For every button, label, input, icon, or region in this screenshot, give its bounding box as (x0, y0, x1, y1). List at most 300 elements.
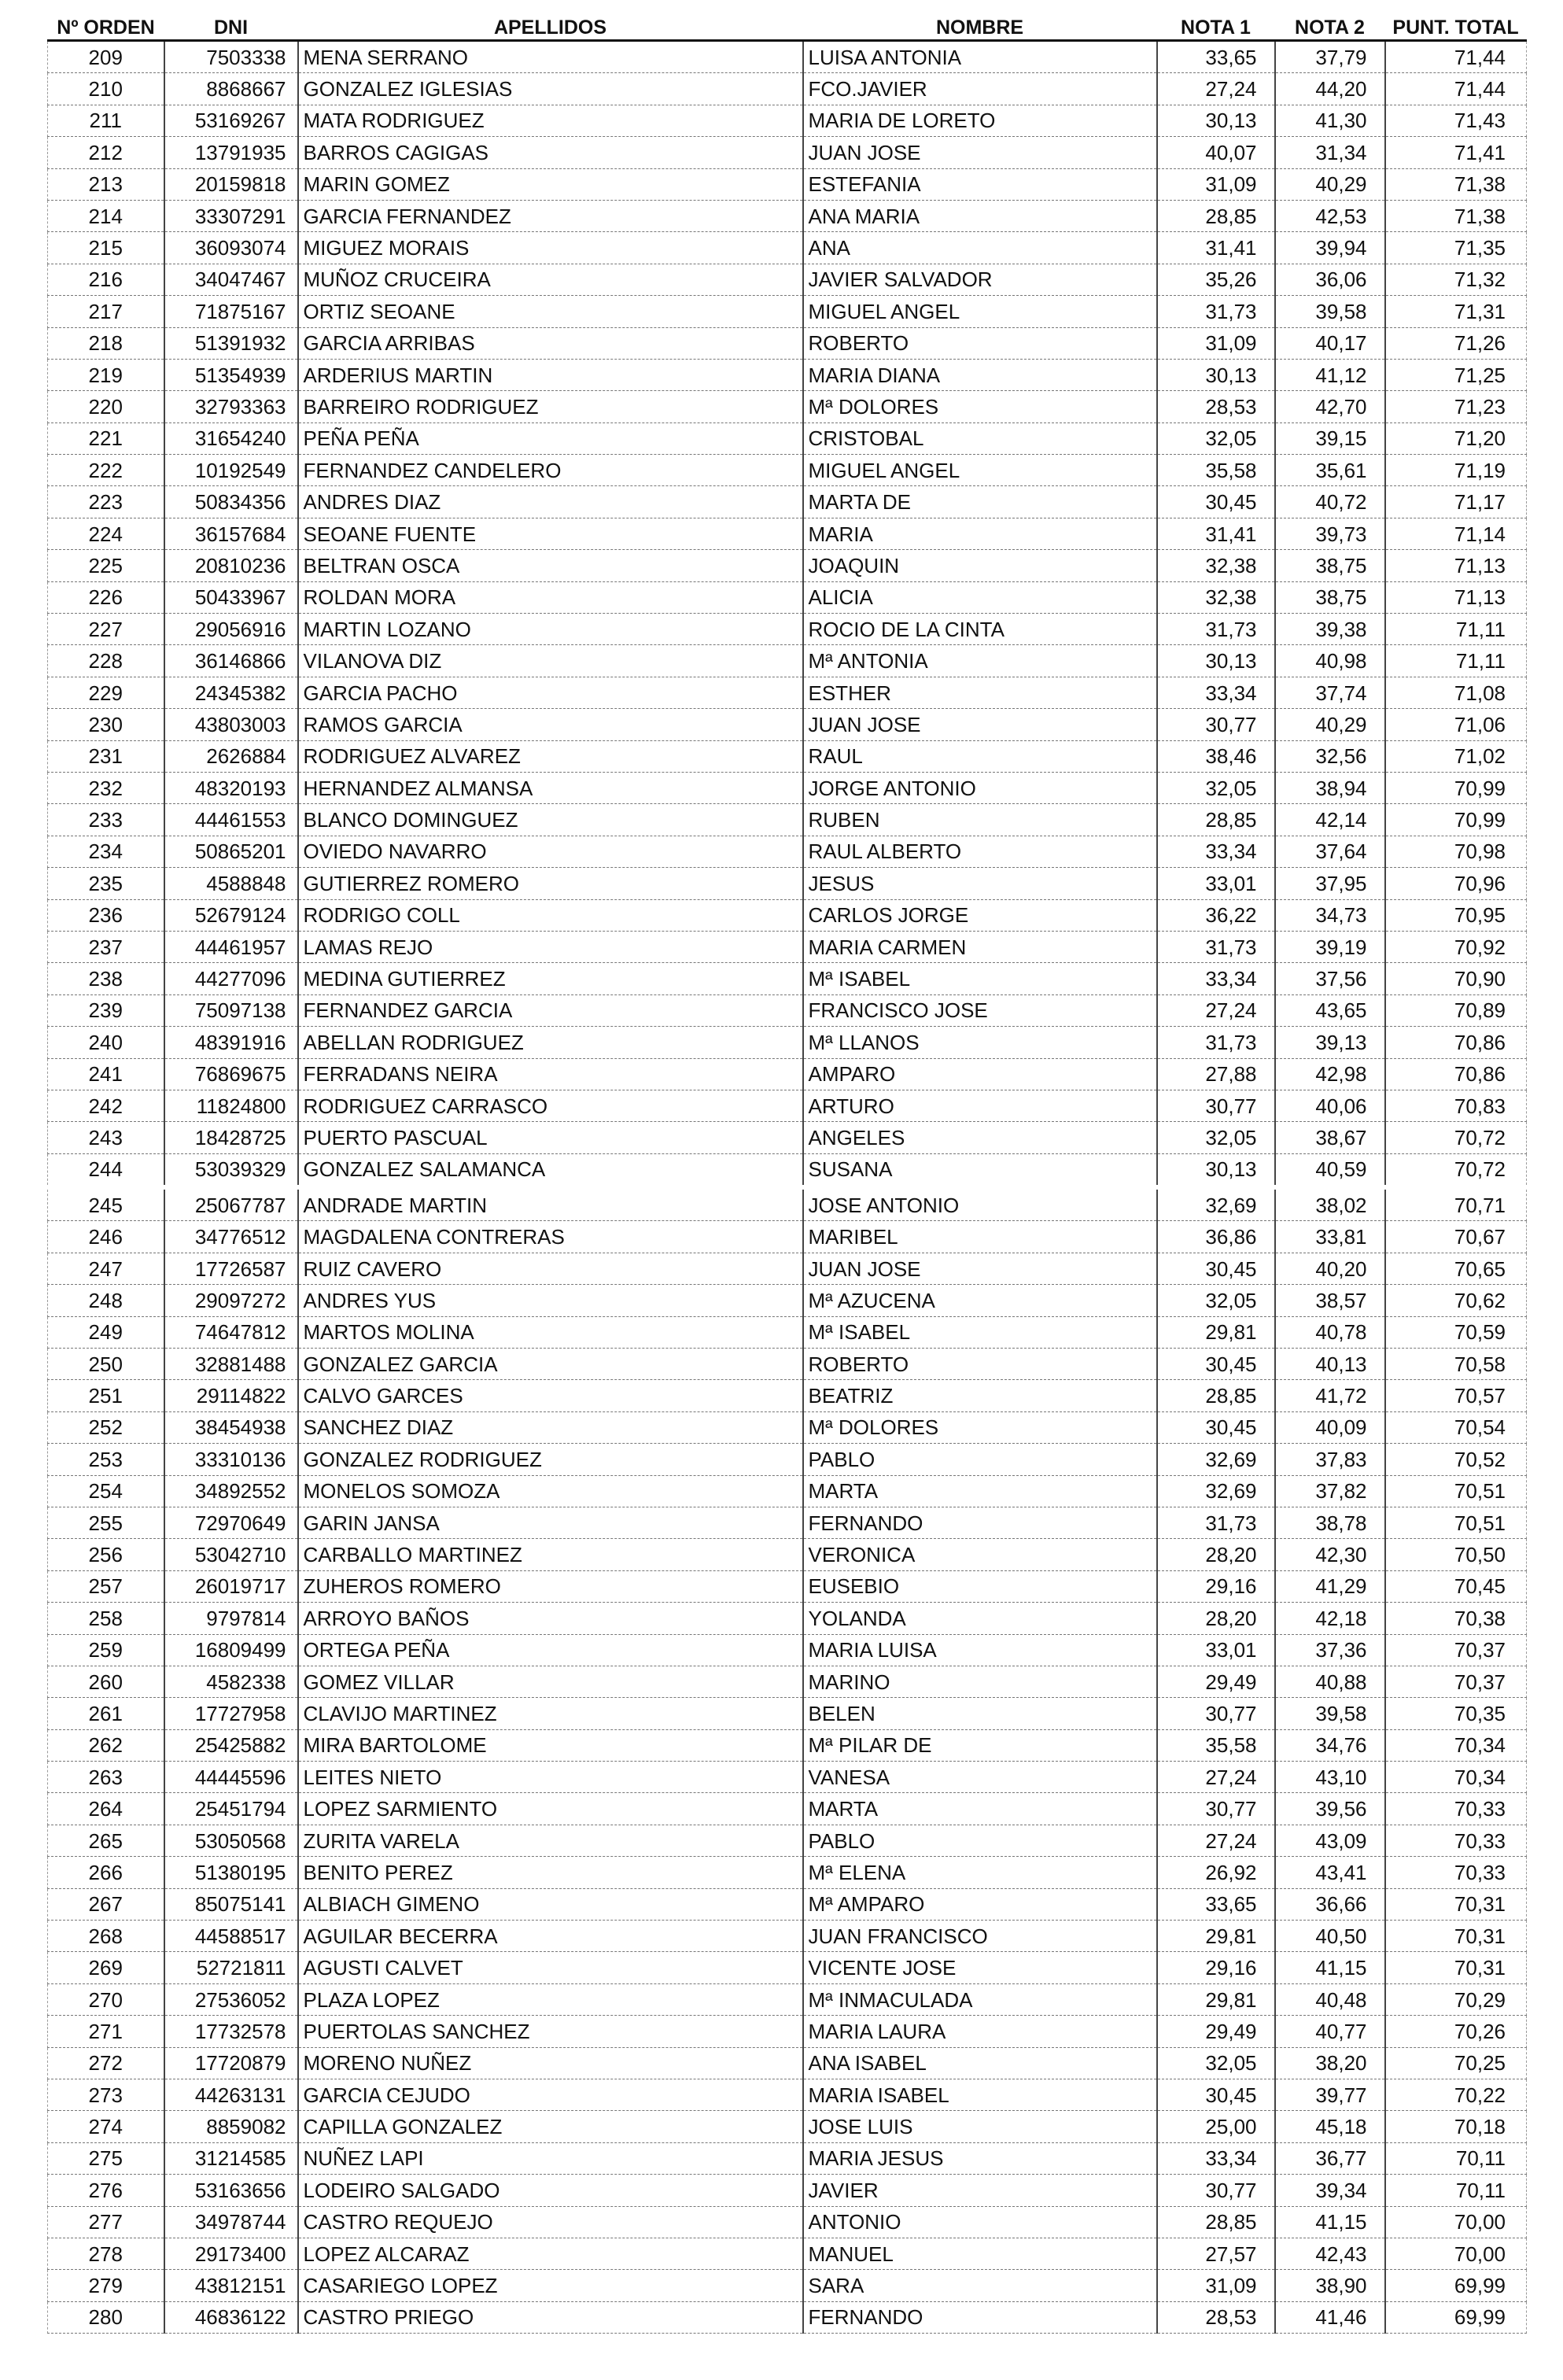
table-row (48, 1285, 1527, 1316)
cell-nombre: MARIA DE LORETO (803, 105, 1157, 136)
cell-total: 70,33 (1385, 1857, 1527, 1888)
cell-apellidos: SEOANE FUENTE (298, 518, 803, 549)
table-row (48, 264, 1527, 295)
cell-nota1: 32,69 (1157, 1444, 1275, 1475)
table-row (48, 1349, 1527, 1380)
cell-orden: 279 (48, 2270, 164, 2301)
cell-orden: 228 (48, 645, 164, 677)
cell-apellidos: PEÑA PEÑA (298, 422, 803, 454)
cell-total: 71,44 (1385, 73, 1527, 105)
cell-nota1: 27,24 (1157, 1762, 1275, 1793)
table-row (48, 1793, 1527, 1825)
cell-total: 71,11 (1385, 645, 1527, 677)
cell-dni: 34978744 (164, 2206, 298, 2238)
cell-orden: 275 (48, 2142, 164, 2174)
cell-apellidos: RODRIGUEZ ALVAREZ (298, 740, 803, 772)
cell-apellidos: GARCIA PACHO (298, 677, 803, 708)
cell-nota1: 30,45 (1157, 2079, 1275, 2111)
cell-total: 70,35 (1385, 1698, 1527, 1729)
cell-total: 70,45 (1385, 1570, 1527, 1602)
header-dni: DNI (164, 11, 298, 41)
table-row (48, 1762, 1527, 1793)
cell-dni: 36146866 (164, 645, 298, 677)
cell-orden: 231 (48, 740, 164, 772)
cell-nota2: 41,30 (1275, 105, 1385, 136)
cell-nota2: 38,78 (1275, 1507, 1385, 1538)
table-row (48, 41, 1527, 73)
table-header-row (48, 11, 1527, 41)
cell-dni: 17727958 (164, 1698, 298, 1729)
table-row (48, 168, 1527, 200)
cell-nota1: 32,05 (1157, 422, 1275, 454)
cell-dni: 53050568 (164, 1825, 298, 1856)
cell-nota1: 32,69 (1157, 1475, 1275, 1507)
cell-nota1: 29,16 (1157, 1570, 1275, 1602)
cell-orden: 259 (48, 1634, 164, 1666)
cell-nota2: 37,74 (1275, 677, 1385, 708)
cell-nota1: 30,13 (1157, 1153, 1275, 1187)
cell-dni: 52721811 (164, 1952, 298, 1983)
cell-orden: 253 (48, 1444, 164, 1475)
cell-nota1: 30,77 (1157, 1793, 1275, 1825)
cell-nota1: 32,05 (1157, 2047, 1275, 2079)
cell-total: 70,26 (1385, 2016, 1527, 2047)
cell-nota1: 28,53 (1157, 2301, 1275, 2333)
cell-apellidos: CASTRO REQUEJO (298, 2206, 803, 2238)
cell-nota2: 38,75 (1275, 550, 1385, 581)
cell-total: 70,52 (1385, 1444, 1527, 1475)
cell-orden: 225 (48, 550, 164, 581)
cell-orden: 214 (48, 200, 164, 231)
table-row (48, 73, 1527, 105)
cell-total: 71,20 (1385, 422, 1527, 454)
table-row (48, 1316, 1527, 1348)
cell-apellidos: HERNANDEZ ALMANSA (298, 772, 803, 803)
table-row (48, 1603, 1527, 1634)
cell-nota2: 40,50 (1275, 1921, 1385, 1952)
cell-nota2: 38,75 (1275, 581, 1385, 613)
cell-nota1: 30,77 (1157, 709, 1275, 740)
cell-total: 70,95 (1385, 899, 1527, 931)
cell-nota2: 40,88 (1275, 1666, 1385, 1697)
cell-apellidos: CARBALLO MARTINEZ (298, 1539, 803, 1570)
cell-orden: 249 (48, 1316, 164, 1348)
cell-orden: 277 (48, 2206, 164, 2238)
cell-apellidos: SANCHEZ DIAZ (298, 1411, 803, 1443)
cell-total: 71,41 (1385, 137, 1527, 168)
cell-dni: 32793363 (164, 391, 298, 422)
cell-apellidos: MONELOS SOMOZA (298, 1475, 803, 1507)
cell-apellidos: MAGDALENA CONTRERAS (298, 1221, 803, 1253)
cell-nota1: 31,41 (1157, 518, 1275, 549)
cell-total: 70,31 (1385, 1952, 1527, 1983)
table-row (48, 1570, 1527, 1602)
cell-nota1: 30,77 (1157, 1698, 1275, 1729)
cell-nombre: MARINO (803, 1666, 1157, 1697)
cell-total: 70,00 (1385, 2238, 1527, 2269)
cell-dni: 20810236 (164, 550, 298, 581)
cell-nombre: SUSANA (803, 1153, 1157, 1187)
cell-total: 71,06 (1385, 709, 1527, 740)
cell-dni: 44461957 (164, 931, 298, 962)
cell-nota2: 43,10 (1275, 1762, 1385, 1793)
cell-nota1: 32,38 (1157, 581, 1275, 613)
cell-nota2: 36,77 (1275, 2142, 1385, 2174)
cell-apellidos: AGUSTI CALVET (298, 1952, 803, 1983)
cell-nombre: MARIA JESUS (803, 2142, 1157, 2174)
cell-apellidos: PUERTO PASCUAL (298, 1122, 803, 1153)
cell-nota1: 30,13 (1157, 359, 1275, 390)
cell-total: 71,31 (1385, 296, 1527, 327)
cell-apellidos: ZUHEROS ROMERO (298, 1570, 803, 1602)
header-orden: Nº ORDEN (48, 11, 164, 41)
cell-orden: 267 (48, 1888, 164, 1920)
cell-dni: 17726587 (164, 1253, 298, 1284)
cell-dni: 32881488 (164, 1349, 298, 1380)
cell-nota2: 35,61 (1275, 455, 1385, 486)
cell-dni: 4588848 (164, 868, 298, 899)
cell-dni: 26019717 (164, 1570, 298, 1602)
cell-nota2: 44,20 (1275, 73, 1385, 105)
table-row (48, 899, 1527, 931)
cell-total: 70,98 (1385, 836, 1527, 867)
cell-dni: 16809499 (164, 1634, 298, 1666)
cell-nombre: MARIA (803, 518, 1157, 549)
results-document (47, 11, 1526, 2334)
cell-orden: 262 (48, 1729, 164, 1761)
cell-nombre: JOAQUIN (803, 550, 1157, 581)
cell-nombre: LUISA ANTONIA (803, 41, 1157, 73)
cell-total: 70,25 (1385, 2047, 1527, 2079)
cell-total: 70,65 (1385, 1253, 1527, 1284)
cell-nombre: SARA (803, 2270, 1157, 2301)
cell-orden: 212 (48, 137, 164, 168)
table-row (48, 391, 1527, 422)
cell-nombre: JOSE LUIS (803, 2111, 1157, 2142)
cell-nota2: 39,15 (1275, 422, 1385, 454)
cell-nota1: 35,58 (1157, 455, 1275, 486)
cell-nombre: Mª DOLORES (803, 1411, 1157, 1443)
cell-dni: 50834356 (164, 486, 298, 518)
cell-total: 71,43 (1385, 105, 1527, 136)
cell-dni: 48320193 (164, 772, 298, 803)
cell-nota2: 38,67 (1275, 1122, 1385, 1153)
cell-total: 71,17 (1385, 486, 1527, 518)
cell-nota1: 32,05 (1157, 772, 1275, 803)
cell-nota2: 40,17 (1275, 327, 1385, 359)
cell-nota1: 27,24 (1157, 73, 1275, 105)
cell-apellidos: PLAZA LOPEZ (298, 1983, 803, 2015)
cell-dni: 44263131 (164, 2079, 298, 2111)
cell-nota1: 35,26 (1157, 264, 1275, 295)
cell-nota2: 39,77 (1275, 2079, 1385, 2111)
cell-orden: 238 (48, 963, 164, 994)
table-row (48, 677, 1527, 708)
cell-dni: 36157684 (164, 518, 298, 549)
cell-nota1: 33,34 (1157, 2142, 1275, 2174)
cell-total: 71,19 (1385, 455, 1527, 486)
table-row (48, 422, 1527, 454)
cell-nota2: 36,06 (1275, 264, 1385, 295)
cell-dni: 72970649 (164, 1507, 298, 1538)
header-apellidos: APELLIDOS (298, 11, 803, 41)
cell-total: 71,32 (1385, 264, 1527, 295)
cell-dni: 34776512 (164, 1221, 298, 1253)
cell-total: 71,13 (1385, 581, 1527, 613)
table-row (48, 1921, 1527, 1952)
cell-dni: 44588517 (164, 1921, 298, 1952)
cell-nota1: 31,73 (1157, 296, 1275, 327)
table-row (48, 200, 1527, 231)
cell-nota2: 41,46 (1275, 2301, 1385, 2333)
cell-orden: 217 (48, 296, 164, 327)
cell-total: 70,99 (1385, 804, 1527, 836)
cell-apellidos: ANDRADE MARTIN (298, 1187, 803, 1221)
cell-dni: 71875167 (164, 296, 298, 327)
cell-nombre: VANESA (803, 1762, 1157, 1793)
cell-dni: 43803003 (164, 709, 298, 740)
cell-nota1: 30,13 (1157, 645, 1275, 677)
cell-total: 71,25 (1385, 359, 1527, 390)
table-row (48, 455, 1527, 486)
table-row (48, 1090, 1527, 1121)
cell-orden: 219 (48, 359, 164, 390)
cell-nota2: 40,48 (1275, 1983, 1385, 2015)
cell-apellidos: CASARIEGO LOPEZ (298, 2270, 803, 2301)
cell-nombre: ARTURO (803, 1090, 1157, 1121)
cell-dni: 76869675 (164, 1058, 298, 1090)
cell-nota1: 31,73 (1157, 1507, 1275, 1538)
table-row (48, 1634, 1527, 1666)
cell-total: 70,34 (1385, 1762, 1527, 1793)
cell-total: 70,11 (1385, 2175, 1527, 2206)
cell-nombre: YOLANDA (803, 1603, 1157, 1634)
cell-nombre: ANTONIO (803, 2206, 1157, 2238)
cell-nota1: 27,24 (1157, 1825, 1275, 1856)
cell-orden: 229 (48, 677, 164, 708)
cell-orden: 272 (48, 2047, 164, 2079)
cell-nombre: CRISTOBAL (803, 422, 1157, 454)
cell-dni: 25067787 (164, 1187, 298, 1221)
cell-apellidos: MARTIN LOZANO (298, 614, 803, 645)
cell-total: 70,29 (1385, 1983, 1527, 2015)
table-row (48, 868, 1527, 899)
cell-orden: 257 (48, 1570, 164, 1602)
cell-nombre: Mª PILAR DE (803, 1729, 1157, 1761)
cell-nombre: JUAN JOSE (803, 137, 1157, 168)
cell-nota1: 31,09 (1157, 327, 1275, 359)
cell-nota1: 33,34 (1157, 677, 1275, 708)
cell-orden: 221 (48, 422, 164, 454)
cell-orden: 243 (48, 1122, 164, 1153)
cell-orden: 278 (48, 2238, 164, 2269)
table-row (48, 2238, 1527, 2269)
cell-dni: 53042710 (164, 1539, 298, 1570)
cell-dni: 34892552 (164, 1475, 298, 1507)
cell-orden: 252 (48, 1411, 164, 1443)
cell-dni: 25451794 (164, 1793, 298, 1825)
cell-nota2: 32,56 (1275, 740, 1385, 772)
cell-orden: 236 (48, 899, 164, 931)
cell-dni: 48391916 (164, 1027, 298, 1058)
cell-total: 70,89 (1385, 994, 1527, 1026)
cell-nota2: 43,09 (1275, 1825, 1385, 1856)
cell-nombre: FERNANDO (803, 2301, 1157, 2333)
cell-dni: 9797814 (164, 1603, 298, 1634)
cell-apellidos: LEITES NIETO (298, 1762, 803, 1793)
header-nota2: NOTA 2 (1275, 11, 1385, 41)
cell-orden: 260 (48, 1666, 164, 1697)
cell-nombre: FERNANDO (803, 1507, 1157, 1538)
cell-total: 70,99 (1385, 772, 1527, 803)
cell-apellidos: RAMOS GARCIA (298, 709, 803, 740)
cell-orden: 241 (48, 1058, 164, 1090)
cell-dni: 25425882 (164, 1729, 298, 1761)
cell-dni: 29173400 (164, 2238, 298, 2269)
cell-total: 71,14 (1385, 518, 1527, 549)
cell-nota1: 35,58 (1157, 1729, 1275, 1761)
cell-apellidos: GARIN JANSA (298, 1507, 803, 1538)
cell-apellidos: MARTOS MOLINA (298, 1316, 803, 1348)
cell-apellidos: ARROYO BAÑOS (298, 1603, 803, 1634)
cell-nombre: MANUEL (803, 2238, 1157, 2269)
cell-nombre: ESTHER (803, 677, 1157, 708)
cell-orden: 230 (48, 709, 164, 740)
cell-nota2: 43,41 (1275, 1857, 1385, 1888)
cell-apellidos: MORENO NUÑEZ (298, 2047, 803, 2079)
cell-nombre: ROBERTO (803, 1349, 1157, 1380)
cell-nota2: 38,02 (1275, 1187, 1385, 1221)
cell-nota1: 33,01 (1157, 868, 1275, 899)
cell-nota2: 39,34 (1275, 2175, 1385, 2206)
cell-nota2: 40,09 (1275, 1411, 1385, 1443)
table-row (48, 105, 1527, 136)
cell-dni: 52679124 (164, 899, 298, 931)
cell-nota2: 39,94 (1275, 232, 1385, 264)
cell-nota1: 29,16 (1157, 1952, 1275, 1983)
table-row (48, 1825, 1527, 1856)
cell-total: 70,72 (1385, 1153, 1527, 1187)
cell-total: 70,86 (1385, 1058, 1527, 1090)
cell-total: 71,26 (1385, 327, 1527, 359)
table-row (48, 645, 1527, 677)
cell-total: 70,71 (1385, 1187, 1527, 1221)
cell-nota1: 27,88 (1157, 1058, 1275, 1090)
table-row (48, 1444, 1527, 1475)
cell-nota2: 37,83 (1275, 1444, 1385, 1475)
cell-nota1: 31,09 (1157, 2270, 1275, 2301)
cell-apellidos: GONZALEZ RODRIGUEZ (298, 1444, 803, 1475)
table-row (48, 931, 1527, 962)
cell-nombre: JUAN JOSE (803, 709, 1157, 740)
cell-apellidos: BLANCO DOMINGUEZ (298, 804, 803, 836)
cell-dni: 8859082 (164, 2111, 298, 2142)
cell-total: 69,99 (1385, 2270, 1527, 2301)
cell-nota1: 29,81 (1157, 1316, 1275, 1348)
cell-dni: 43812151 (164, 2270, 298, 2301)
cell-dni: 44445596 (164, 1762, 298, 1793)
cell-dni: 51380195 (164, 1857, 298, 1888)
table-row (48, 2301, 1527, 2333)
cell-nota1: 30,77 (1157, 1090, 1275, 1121)
cell-total: 70,18 (1385, 2111, 1527, 2142)
cell-apellidos: LOPEZ SARMIENTO (298, 1793, 803, 1825)
cell-nota2: 40,06 (1275, 1090, 1385, 1121)
cell-dni: 29097272 (164, 1285, 298, 1316)
cell-apellidos: ROLDAN MORA (298, 581, 803, 613)
cell-total: 71,23 (1385, 391, 1527, 422)
cell-nota1: 33,34 (1157, 963, 1275, 994)
cell-nombre: PABLO (803, 1444, 1157, 1475)
cell-nota2: 40,72 (1275, 486, 1385, 518)
cell-nota1: 28,85 (1157, 200, 1275, 231)
cell-nombre: ROCIO DE LA CINTA (803, 614, 1157, 645)
cell-nota2: 33,81 (1275, 1221, 1385, 1253)
cell-apellidos: BARREIRO RODRIGUEZ (298, 391, 803, 422)
cell-nombre: MARTA DE (803, 486, 1157, 518)
cell-nota2: 42,98 (1275, 1058, 1385, 1090)
cell-nombre: VICENTE JOSE (803, 1952, 1157, 1983)
cell-total: 70,22 (1385, 2079, 1527, 2111)
cell-nota2: 41,12 (1275, 359, 1385, 390)
cell-nota2: 38,94 (1275, 772, 1385, 803)
cell-apellidos: RODRIGO COLL (298, 899, 803, 931)
cell-nombre: Mª AZUCENA (803, 1285, 1157, 1316)
cell-nota2: 43,65 (1275, 994, 1385, 1026)
cell-nota2: 39,19 (1275, 931, 1385, 962)
cell-nombre: ESTEFANIA (803, 168, 1157, 200)
cell-apellidos: GOMEZ VILLAR (298, 1666, 803, 1697)
cell-nota2: 34,73 (1275, 899, 1385, 931)
cell-apellidos: AGUILAR BECERRA (298, 1921, 803, 1952)
cell-total: 70,62 (1385, 1285, 1527, 1316)
cell-total: 70,58 (1385, 1349, 1527, 1380)
cell-orden: 211 (48, 105, 164, 136)
cell-nota2: 42,53 (1275, 200, 1385, 231)
cell-nota1: 29,49 (1157, 2016, 1275, 2047)
cell-apellidos: CASTRO PRIEGO (298, 2301, 803, 2333)
cell-orden: 239 (48, 994, 164, 1026)
cell-dni: 85075141 (164, 1888, 298, 1920)
results-table (47, 11, 1527, 2334)
table-row (48, 1221, 1527, 1253)
cell-orden: 244 (48, 1153, 164, 1187)
table-row (48, 2175, 1527, 2206)
cell-nota2: 41,72 (1275, 1380, 1385, 1411)
cell-nombre: ANA ISABEL (803, 2047, 1157, 2079)
cell-nombre: Mª ISABEL (803, 963, 1157, 994)
cell-dni: 34047467 (164, 264, 298, 295)
cell-total: 70,37 (1385, 1666, 1527, 1697)
cell-nota1: 29,81 (1157, 1921, 1275, 1952)
cell-nota2: 39,58 (1275, 1698, 1385, 1729)
cell-orden: 246 (48, 1221, 164, 1253)
cell-nota2: 42,18 (1275, 1603, 1385, 1634)
cell-nombre: Mª LLANOS (803, 1027, 1157, 1058)
cell-nota1: 29,49 (1157, 1666, 1275, 1697)
cell-nota2: 40,29 (1275, 709, 1385, 740)
table-row (48, 1888, 1527, 1920)
cell-nota1: 29,81 (1157, 1983, 1275, 2015)
cell-nota1: 38,46 (1157, 740, 1275, 772)
cell-orden: 248 (48, 1285, 164, 1316)
cell-dni: 18428725 (164, 1122, 298, 1153)
cell-nota1: 26,92 (1157, 1857, 1275, 1888)
cell-total: 70,96 (1385, 868, 1527, 899)
table-row (48, 963, 1527, 994)
cell-dni: 8868667 (164, 73, 298, 105)
table-row (48, 1729, 1527, 1761)
